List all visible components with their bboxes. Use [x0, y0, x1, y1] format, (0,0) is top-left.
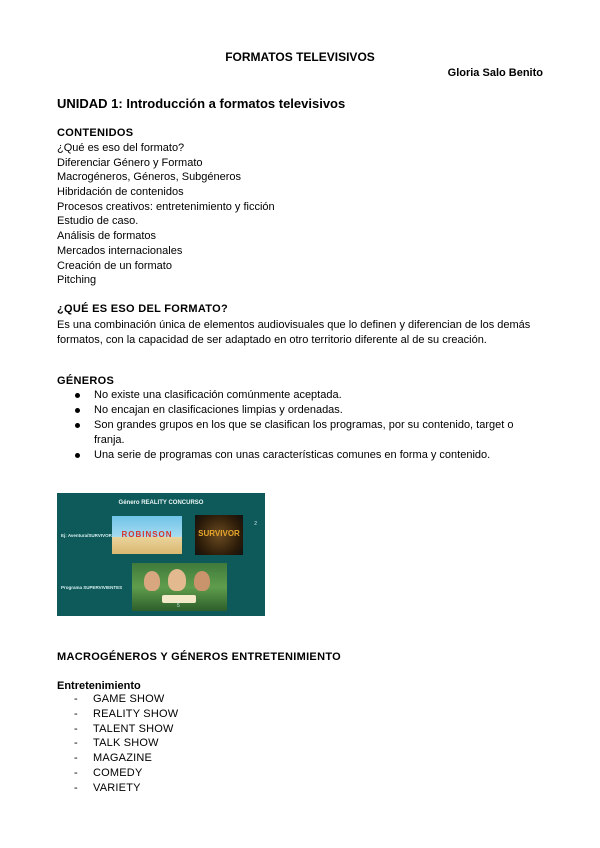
- list-item-text: REALITY SHOW: [93, 707, 179, 720]
- slide-tag: 2: [254, 521, 257, 527]
- reality-show-slide-image: [57, 493, 265, 616]
- slide-label: Ej: Aventura/SURVIVOR: [61, 533, 112, 538]
- macro-heading: MACROGÉNEROS Y GÉNEROS ENTRETENIMIENTO: [57, 651, 341, 663]
- list-item: - VARIETY: [74, 781, 141, 794]
- list-item: - GAME SHOW: [74, 693, 165, 705]
- bullet-dot: [75, 393, 80, 398]
- author-name: Gloria Salo Benito: [447, 67, 543, 79]
- survivor-wordmark: SURVIVOR: [198, 529, 240, 538]
- list-item: Pitching: [57, 274, 97, 286]
- unit-title: UNIDAD 1: Introducción a formatos televisivos: [57, 96, 346, 111]
- list-item-text: MAGAZINE: [93, 752, 153, 765]
- list-item: Análisis de formatos: [57, 230, 157, 242]
- face-shape: [144, 571, 160, 591]
- list-item: Mercados internacionales: [57, 245, 183, 257]
- list-item: - TALENT SHOW: [74, 722, 174, 735]
- bullet-item: [57, 388, 527, 403]
- list-item-text: TALK SHOW: [93, 737, 159, 750]
- list-item-text: VARIETY: [93, 781, 141, 794]
- robinson-logo-image: [112, 516, 182, 554]
- list-item: - MAGAZINE: [74, 752, 153, 765]
- list-item: Procesos creativos: entretenimiento y ficción: [57, 201, 275, 213]
- bullet-dot: [75, 423, 80, 428]
- list-item: ¿Qué es eso del formato?: [57, 142, 185, 154]
- document-title: FORMATOS TELEVISIVOS: [225, 50, 375, 64]
- bullet-text: Son grandes grupos en los que se clasifican los programas, por su contenido, target o franja.: [94, 419, 514, 446]
- entertainment-genre-list: [57, 692, 178, 796]
- bullet-text: No existe una clasificación comúnmente aceptada.: [94, 389, 342, 401]
- format-heading: ¿QUÉ ES ESO DEL FORMATO?: [57, 303, 228, 315]
- robinson-wordmark: ROBINSON: [121, 530, 173, 539]
- list-item-text: GAME SHOW: [93, 693, 165, 705]
- list-item: - COMEDY: [74, 766, 143, 779]
- list-item: Diferenciar Género y Formato: [57, 157, 203, 169]
- bullet-dot: [75, 453, 80, 458]
- bullet-item: [57, 418, 527, 448]
- list-item: - REALITY SHOW: [74, 707, 179, 720]
- bullet-text: No encajan en clasificaciones limpias y ordenadas.: [94, 404, 343, 416]
- genres-bullet-list: [57, 388, 527, 463]
- genres-heading: GÉNEROS: [57, 375, 115, 387]
- list-item: Creación de un formato: [57, 260, 172, 272]
- list-item: Macrogéneros, Géneros, Subgéneros: [57, 171, 242, 183]
- bullet-item: [57, 403, 527, 418]
- survivor-logo-image: [195, 515, 243, 555]
- list-item-text: COMEDY: [93, 766, 143, 779]
- bullet-dot: [75, 408, 80, 413]
- slide-number: 5: [177, 603, 180, 609]
- bullet-item: [57, 448, 527, 463]
- slide-title: Género REALITY CONCURSO: [118, 500, 204, 506]
- face-shape: [194, 571, 210, 591]
- list-item: - TALK SHOW: [74, 737, 159, 750]
- entertainment-subheading: Entretenimiento: [57, 680, 141, 692]
- format-paragraph: Es una combinación única de elementos audiovisuales que lo definen y diferencian de los demás formatos, con la capacidad de ser adaptado en otro territorio diferente al de su creación.: [57, 319, 531, 346]
- face-shape: [168, 569, 186, 591]
- contents-heading: CONTENIDOS: [57, 127, 134, 139]
- slide-label: Programa SUPERVIVIENTES: [61, 585, 123, 590]
- bullet-text: Una serie de programas con unas características comunes en forma y contenido.: [94, 449, 491, 461]
- list-item-text: TALENT SHOW: [93, 722, 174, 735]
- supervivientes-logo: [162, 595, 196, 603]
- list-item: Hibridación de contenidos: [57, 186, 184, 198]
- list-item: Estudio de caso.: [57, 215, 139, 227]
